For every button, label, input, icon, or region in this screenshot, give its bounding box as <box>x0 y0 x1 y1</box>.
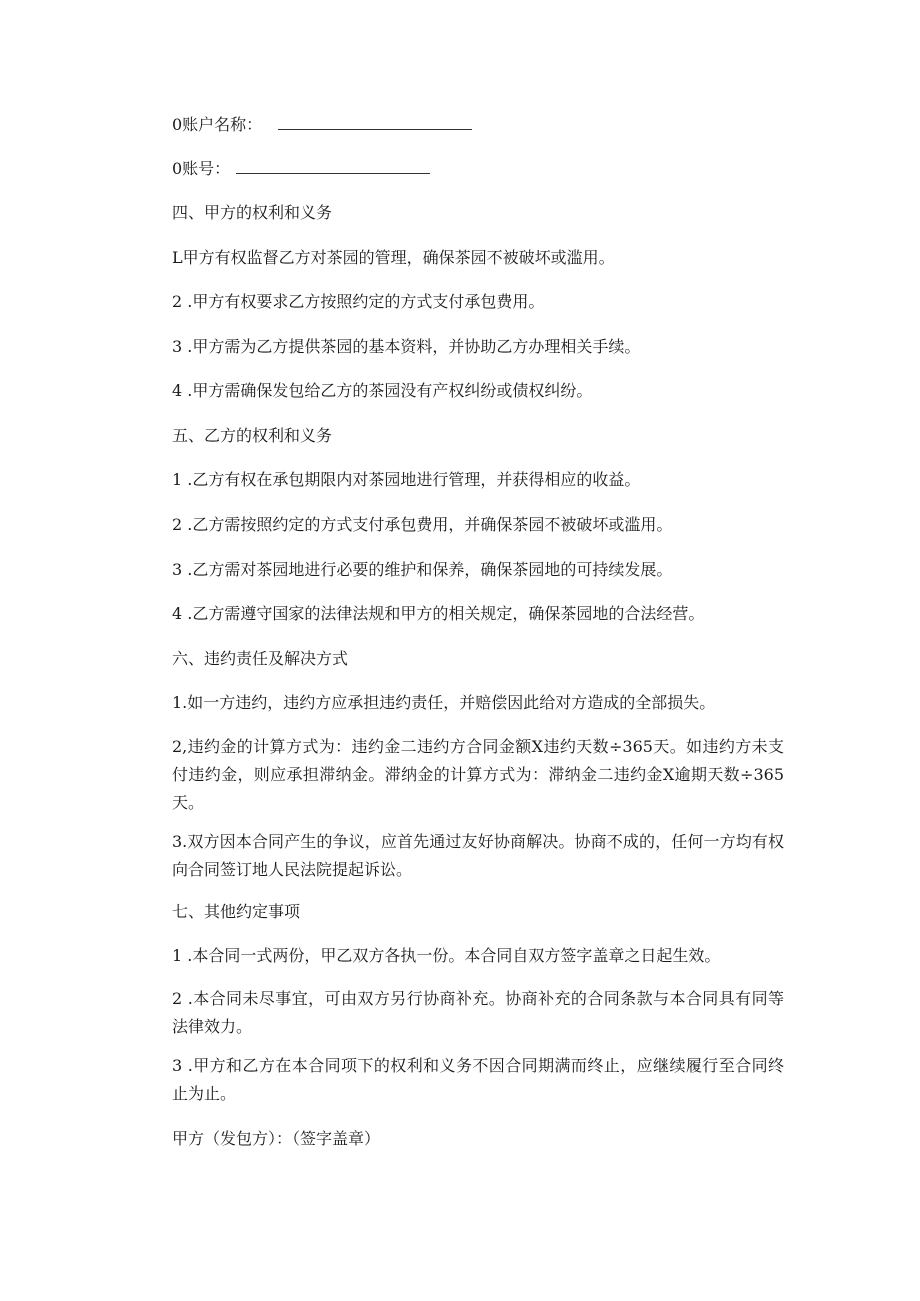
section-5-heading: 五、乙方的权利和义务 <box>172 426 333 445</box>
account-name-row <box>172 113 472 137</box>
party-a-signature: 甲方（发包方）：（签字盖章） <box>172 1129 381 1148</box>
section-4-item-1: L甲方有权监督乙方对茶园的管理，确保茶园不被破坏或滥用。 <box>172 248 615 267</box>
section-4-item-2: 2 .甲方有权要求乙方按照约定的方式支付承包费用。 <box>172 292 545 311</box>
section-4-heading: 四、甲方的权利和义务 <box>172 203 333 222</box>
account-number-blank <box>236 157 430 174</box>
section-6-item-3: 3.双方因本合同产生的争议，应首先通过友好协商解决。协商不成的，任何一方均有权向合同签订地人民法院提起诉讼。 <box>172 832 784 879</box>
account-name-blank <box>278 113 472 130</box>
section-5-item-4: 4 .乙方需遵守国家的法律法规和甲方的相关规定，确保茶园地的合法经营。 <box>172 604 705 623</box>
section-4-item-4: 4 .甲方需确保发包给乙方的茶园没有产权纠纷或债权纠纷。 <box>172 381 593 400</box>
account-number-label: 0账号： <box>172 159 231 178</box>
section-6-item-2: 2,违约金的计算方式为：违约金二违约方合同金额X违约天数÷365天。如违约方未支付违约金，则应承担滞纳金。滞纳金的计算方式为：滞纳金二违约金X逾期天数÷365天。 <box>172 737 784 812</box>
section-6-heading: 六、违约责任及解决方式 <box>172 649 349 668</box>
section-5-item-2: 2 .乙方需按照约定的方式支付承包费用，并确保茶园不被破坏或滥用。 <box>172 515 673 534</box>
section-4-item-3: 3 .甲方需为乙方提供茶园的基本资料，并协助乙方办理相关手续。 <box>172 337 641 356</box>
section-7-item-2: 2 .本合同未尽事宜，可由双方另行协商补充。协商补充的合同条款与本合同具有同等法律效力。 <box>172 989 784 1036</box>
section-6-item-1: 1.如一方违约，违约方应承担违约责任，并赔偿因此给对方造成的全部损失。 <box>172 693 716 712</box>
section-5-item-1: 1 .乙方有权在承包期限内对茶园地进行管理，并获得相应的收益。 <box>172 470 641 489</box>
section-7-heading: 七、其他约定事项 <box>172 902 301 921</box>
section-5-item-3: 3 .乙方需对茶园地进行必要的维护和保养，确保茶园地的可持续发展。 <box>172 560 673 579</box>
section-7-item-3: 3 .甲方和乙方在本合同项下的权利和义务不因合同期满而终止，应继续履行至合同终止为止。 <box>172 1056 784 1103</box>
section-7-item-1: 1 .本合同一式两份，甲乙双方各执一份。本合同自双方签字盖章之日起生效。 <box>172 946 721 965</box>
account-name-label: 0账户名称： <box>172 115 263 134</box>
account-number-row <box>172 157 430 181</box>
